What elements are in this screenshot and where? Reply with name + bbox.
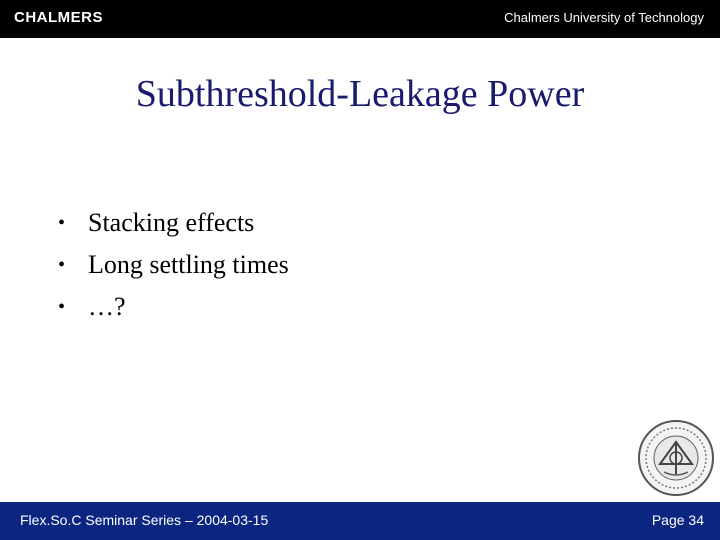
bullet-icon: • bbox=[58, 254, 66, 276]
bullet-icon: • bbox=[58, 296, 66, 318]
university-name: Chalmers University of Technology bbox=[504, 10, 704, 25]
bullet-icon: • bbox=[58, 212, 66, 234]
bullet-item bbox=[58, 244, 289, 286]
bullet-item bbox=[58, 202, 289, 244]
chalmers-logo: CHALMERS bbox=[14, 9, 103, 26]
footer-series: Flex.So.C Seminar Series – 2004-03-15 bbox=[20, 512, 269, 528]
slide-title: Subthreshold-Leakage Power bbox=[135, 73, 585, 115]
bullet-text: …? bbox=[88, 292, 126, 321]
bullet-text: Long settling times bbox=[88, 250, 289, 279]
footer-bar bbox=[0, 502, 720, 540]
bullet-list bbox=[58, 202, 289, 328]
page-number: Page 34 bbox=[651, 512, 704, 528]
header-bar bbox=[0, 0, 720, 38]
bullet-item bbox=[58, 286, 289, 328]
chalmers-seal-icon bbox=[636, 418, 716, 498]
bullet-text: Stacking effects bbox=[88, 208, 255, 237]
